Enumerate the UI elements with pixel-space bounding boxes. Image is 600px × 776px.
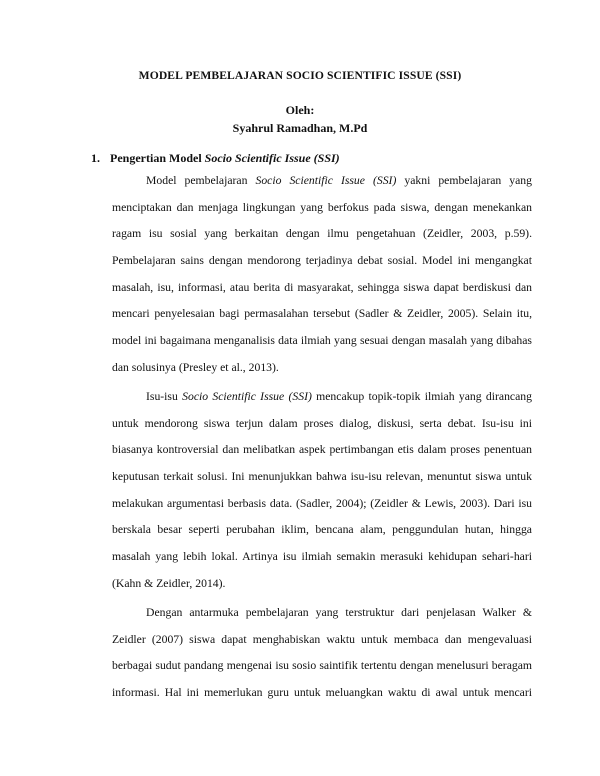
paragraph-line: Dengan antarmuka pembelajaran yang terstruktur dari penjelasan Walker & xyxy=(146,606,532,619)
section-number: 1. xyxy=(91,151,100,165)
line-text: yakni pembelajaran yang xyxy=(396,174,532,187)
author-name: Syahrul Ramadhan, M.Pd xyxy=(232,121,368,135)
paragraph-line: keputusan terkait solusi. Ini menunjukkan bahwa isu-isu relevan, menuntut siswa untuk xyxy=(112,470,532,484)
line-text: Isu-isu xyxy=(146,390,183,403)
paragraph-line: masalah, isu, informasi, atau berita di masyarakat, sehingga siswa dapat berdiskusi dan xyxy=(112,280,532,294)
line-italic-text: Socio Scientific Issue (SSI) xyxy=(255,174,397,187)
byline-label: Oleh: xyxy=(285,103,315,117)
line-text: mencakup topik-topik ilmiah yang dirancang xyxy=(311,390,532,403)
paragraph-line: masalah yang lebih lokal. Artinya isu ilmiah semakin merasuki kehidupan sehari-hari xyxy=(112,550,532,564)
paragraph-line: berskala besar seperti perubahan iklim, bencana alam, penggundulan hutan, hingga xyxy=(112,523,532,537)
section-label-italic: Socio Scientific Issue (SSI) xyxy=(204,151,340,165)
line-italic-text: Socio Scientific Issue (SSI) xyxy=(182,390,312,403)
document-title: MODEL PEMBELAJARAN SOCIO SCIENTIFIC ISSUE (SSI) xyxy=(138,69,462,82)
paragraph-line: Pembelajaran sains dengan mendorong terjadinya debat sosial. Model ini mengangkat xyxy=(112,254,532,268)
paragraph-line: mencari penyelesaian bagi permasalahan tersebut (Sadler & Zeidler, 2005). Selain itu, xyxy=(112,307,532,321)
paragraph-line: menciptakan dan menjaga lingkungan yang berfokus pada siswa, dengan menekankan xyxy=(112,200,532,214)
paragraph-2 xyxy=(112,384,532,598)
paragraph-line: model ini bagaimana menganalisis data ilmiah yang sesuai dengan masalah yang dibahas xyxy=(112,334,532,348)
paragraph-line: Zeidler (2007) siswa dapat menghabiskan waktu untuk membaca dan mengevaluasi xyxy=(112,632,532,646)
paragraph-line: melakukan argumentasi berbasis data. (Sadler, 2004); (Zeidler & Lewis, 2003). Dari isu xyxy=(112,496,532,510)
section-heading xyxy=(91,151,340,166)
section-label: Pengertian Model xyxy=(110,151,205,165)
paragraph-line: biasanya kontroversial dan melibatkan aspek pertimbangan etis dalam proses penentuan xyxy=(112,443,532,457)
paragraph-line xyxy=(112,168,532,195)
paragraph-3 xyxy=(112,600,532,707)
paragraph-line: ragam isu sosial yang berkaitan dengan ilmu pengetahuan (Zeidler, 2003, p.59). xyxy=(112,227,532,241)
paragraph-1 xyxy=(112,168,532,382)
line-text: Model pembelajaran xyxy=(146,174,256,187)
paragraph-line: dan solusinya (Presley et al., 2013). xyxy=(112,360,279,374)
paragraph-line: informasi. Hal ini memerlukan guru untuk meluangkan waktu di awal untuk mencari xyxy=(112,686,532,700)
paragraph-line: berbagai sudut pandang mengenai isu sosio saintifik tertentu dengan menelusuri beragam xyxy=(112,659,532,673)
paragraph-line xyxy=(112,384,532,411)
paragraph-line: untuk mendorong siswa terjun dalam proses dialog, diskusi, serta debat. Isu-isu ini xyxy=(112,416,532,430)
paragraph-line: (Kahn & Zeidler, 2014). xyxy=(112,576,226,590)
